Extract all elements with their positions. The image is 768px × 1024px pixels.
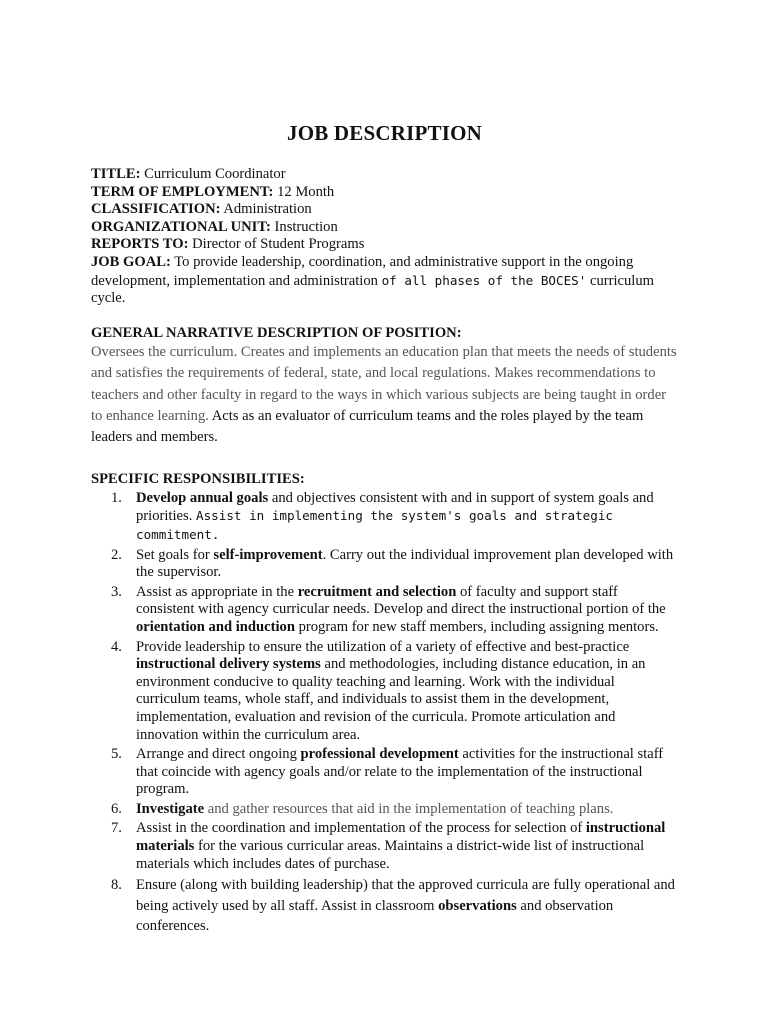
item-number: 5.: [111, 746, 122, 763]
field-label: REPORTS TO:: [91, 236, 189, 253]
item-number: 2.: [111, 546, 122, 563]
field-reports-to: [91, 236, 678, 254]
item-number: 4.: [111, 638, 122, 655]
field-title: [91, 166, 678, 184]
document-title: JOB DESCRIPTION: [287, 121, 482, 145]
item-text: Assist in the coordination and implementation of the process for selection of: [136, 820, 586, 837]
job-goal-text-end: curriculum cycle.: [91, 272, 654, 307]
narrative-text-grey: Oversees the curriculum. Creates and implements an education plan that meets the needs of students and satisfies the requirements of federal, state, and local regulations. Makes recommendations to teachers and other faculty in regard to the ways in which various subjects are being taught in order to enhance learning.: [91, 343, 677, 424]
field-value: Administration: [220, 201, 312, 218]
responsibilities-heading: SPECIFIC RESPONSIBILITIES:: [91, 470, 305, 487]
item-bold: observations: [438, 897, 517, 914]
item-bold: professional development: [300, 746, 459, 763]
list-item: [91, 490, 678, 545]
item-bold: orientation and induction: [136, 618, 295, 635]
field-value: Curriculum Coordinator: [140, 166, 286, 182]
field-label: JOB GOAL:: [91, 253, 171, 270]
job-fields: [91, 166, 678, 308]
list-item: [91, 584, 678, 637]
item-text: Provide leadership to ensure the utilization of a variety of effective and best-practice: [136, 638, 630, 655]
item-text: . Carry out the individual improvement plan developed with the supervisor.: [136, 546, 674, 581]
list-item: [91, 820, 678, 873]
item-bold: Develop annual goals: [136, 489, 269, 506]
item-text-mono: Assist in implementing the system's goals and strategic commitment.: [136, 508, 614, 542]
item-text: Assist as appropriate in the: [136, 583, 298, 600]
list-item: [91, 639, 678, 745]
list-item: [91, 875, 678, 937]
item-bold: instructional materials: [136, 820, 666, 855]
item-text: program for new staff members, including assigning mentors.: [294, 618, 659, 635]
item-text: Ensure (along with building leadership) that the approved curricula are fully operational and being actively used by all staff. Assist in classroom: [136, 877, 675, 914]
field-value: 12 Month: [273, 183, 335, 200]
item-text: and gather resources that aid in the implementation of teaching plans.: [204, 800, 614, 817]
item-bold: instructional delivery systems: [136, 656, 321, 673]
list-item: [91, 746, 678, 799]
item-text: Arrange and direct ongoing: [136, 746, 301, 763]
field-label: ORGANIZATIONAL UNIT:: [91, 218, 271, 235]
item-text: Set goals for: [136, 546, 214, 563]
item-text: of faculty and support staff consistent with agency curricular needs. Develop and direct the instructional portion of the: [136, 583, 666, 618]
field-label: TITLE:: [91, 166, 141, 182]
item-number: 6.: [111, 800, 122, 817]
list-item: [91, 547, 678, 582]
field-unit: [91, 219, 678, 237]
item-number: 7.: [111, 820, 122, 837]
narrative-text: [91, 342, 678, 449]
field-label: CLASSIFICATION:: [91, 201, 221, 218]
item-number: 3.: [111, 583, 122, 600]
item-bold: Investigate: [136, 800, 205, 817]
item-bold: self-improvement: [213, 546, 323, 563]
job-goal-text-mono: of all phases of the BOCES': [381, 272, 587, 288]
narrative-heading: GENERAL NARRATIVE DESCRIPTION OF POSITION:: [91, 324, 462, 341]
item-text: activities for the instructional staff that coincide with agency goals and/or relate to the implementation of the instructional program.: [136, 746, 664, 798]
field-classification: [91, 201, 678, 219]
item-text: and observation conferences.: [136, 897, 614, 935]
field-value: Director of Student Programs: [188, 236, 365, 253]
responsibilities-list: [91, 490, 678, 937]
field-label: TERM OF EMPLOYMENT:: [91, 183, 274, 200]
field-job-goal: [91, 254, 678, 308]
item-text: for the various curricular areas. Maintains a district-wide list of instructional materials which includes dates of purchase.: [136, 838, 645, 872]
item-text: and objectives consistent with and in support of system goals and priorities.: [136, 489, 654, 525]
list-item: [91, 801, 678, 819]
item-number: 8.: [111, 877, 122, 894]
field-value: Instruction: [270, 218, 338, 235]
narrative-text-dark: Acts as an evaluator of curriculum teams and the roles played by the team leaders and members.: [91, 407, 644, 446]
job-goal-text: To provide leadership, coordination, and administrative support in the ongoing development, implementation and administration: [91, 253, 634, 289]
item-bold: recruitment and selection: [297, 583, 457, 600]
item-number: 1.: [111, 489, 122, 506]
field-term: [91, 184, 678, 202]
item-text: and methodologies, including distance education, in an environment conducive to quality teaching and learning. Work with the individual curriculum teams, whole staff, and individuals to assist them in the development, implementation, evaluation and revision of the curricula. Promote articulation and innovation within the curriculum area.: [136, 656, 646, 743]
